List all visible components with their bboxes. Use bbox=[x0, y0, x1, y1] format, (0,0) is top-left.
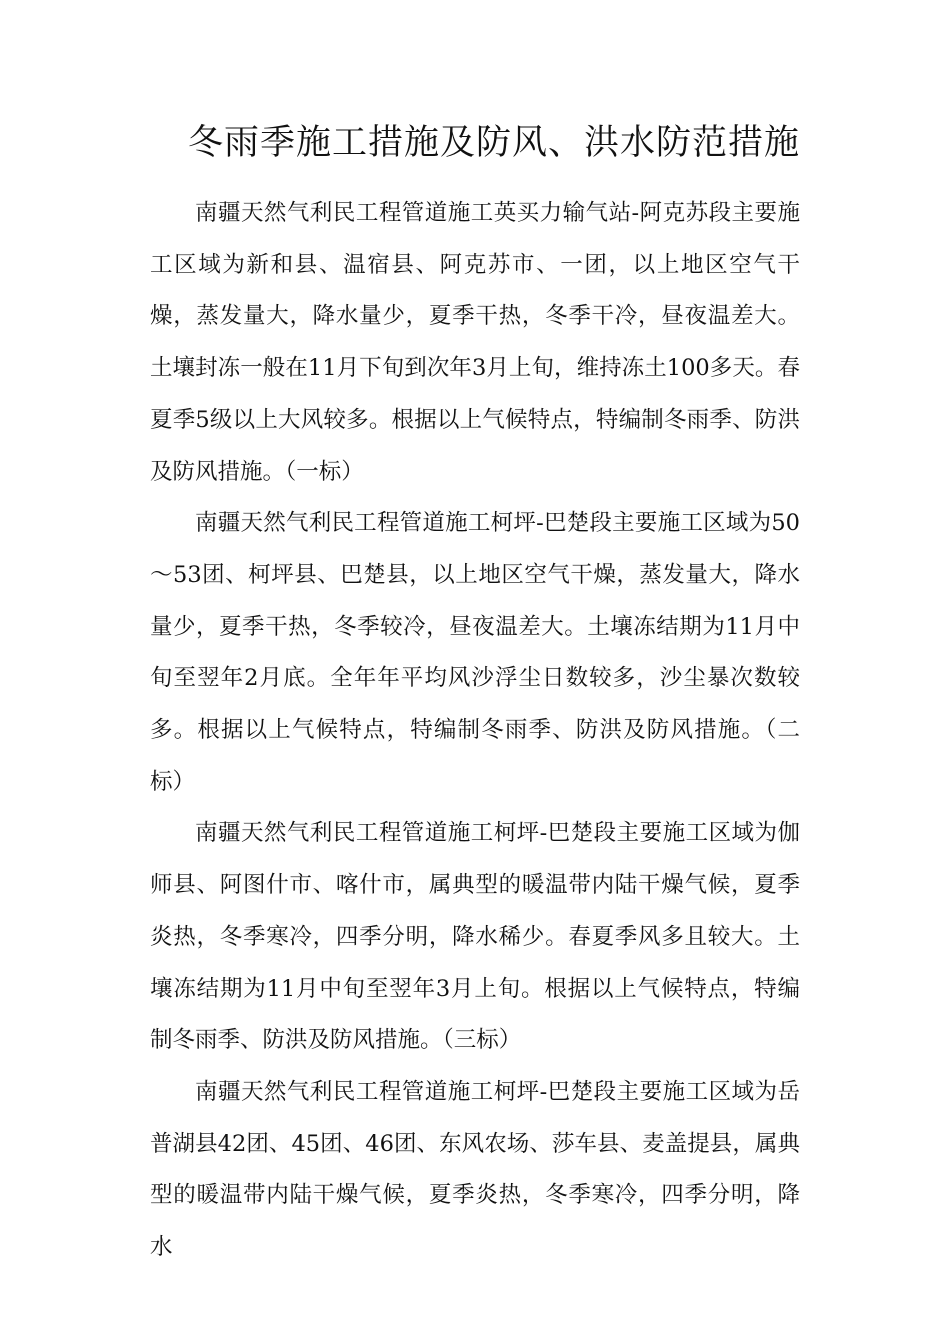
document-title: 冬雨季施工措施及防风、洪水防范措施 bbox=[187, 123, 800, 163]
paragraph-section-4: 南疆天然气利民工程管道施工柯坪-巴楚段主要施工区域为岳普湖县42团、45团、46团、东风农场、莎车县、麦盖提县，属典型的暖温带内陆干燥气候，夏季炎热，冬季寒冷，四季分明，降水 bbox=[150, 1078, 800, 1261]
paragraph-section-2: 南疆天然气利民工程管道施工柯坪-巴楚段主要施工区域为50～53团、柯坪县、巴楚县，以上地区空气干燥，蒸发量大，降水量少，夏季干热，冬季较冷，昼夜温差大。土壤冻结期为11月中旬至翌年2月底。全年年平均风沙浮尘日数较多，沙尘暴次数较多。根据以上气候特点，特编制冬雨季、防洪及防风措施。（二标） bbox=[150, 510, 800, 795]
document-body bbox=[150, 188, 800, 1274]
paragraph-section-1: 南疆天然气利民工程管道施工英买力输气站-阿克苏段主要施工区域为新和县、温宿县、阿克苏市、一团，以上地区空气干燥，蒸发量大，降水量少，夏季干热，冬季干冷，昼夜温差大。土壤封冻一般在11月下旬到次年3月上旬，维持冻土100多天。春夏季5级以上大风较多。根据以上气候特点，特编制冬雨季、防洪及防风措施。（一标） bbox=[150, 200, 800, 485]
paragraph-section-3: 南疆天然气利民工程管道施工柯坪-巴楚段主要施工区域为伽师县、阿图什市、喀什市，属典型的暖温带内陆干燥气候，夏季炎热，冬季寒冷，四季分明，降水稀少。春夏季风多且较大。土壤冻结期为11月中旬至翌年3月上旬。根据以上气候特点，特编制冬雨季、防洪及防风措施。（三标） bbox=[150, 820, 800, 1054]
